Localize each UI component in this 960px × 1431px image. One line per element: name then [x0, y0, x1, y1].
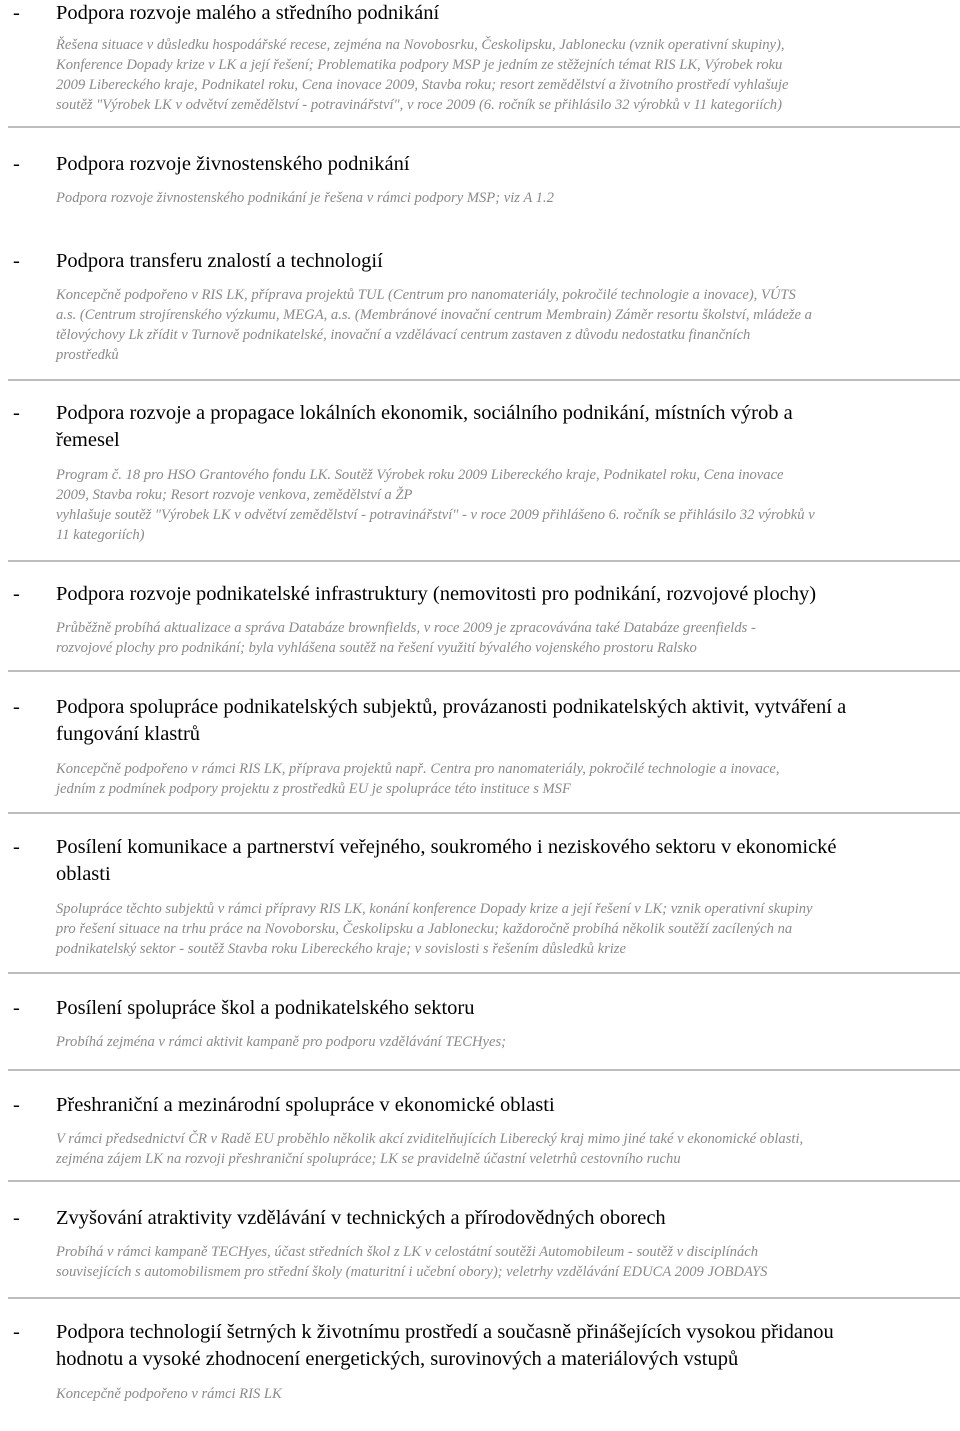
- heading-text: Podpora rozvoje a propagace lokálních ekonomik, sociálního podnikání, místních výrob a řemesel: [56, 402, 793, 451]
- section-description: Řešena situace v důsledku hospodářské recese, zejména na Novobosrku, Českolipsku, Jablonecku (vznik operativní skupiny), Konference Dopady krize v LK a její řešení; Problematika podpory MSP je jedním ze stěžejních témat RIS LK, Výrobek roku 2009 Libereckého kraje, Podnikatel roku, Cena inovace 2009, Stavba roku; resort zemědělství a životního prostředí vyhlašuje soutěž "Výrobek LK v odvětví zemědělství - potravinářství", v roce 2009 (6. ročník se přihlásilo 32 výrobků v 11 kategoriích): [56, 37, 789, 113]
- section-heading: [0, 694, 960, 748]
- section-heading: [0, 834, 960, 888]
- section-skoly: [0, 995, 960, 1052]
- heading-text: Podpora spolupráce podnikatelských subjektů, provázanosti podnikatelských aktivit, vytváření a fungování klastrů: [56, 696, 847, 745]
- section-divider: [8, 1180, 960, 1182]
- bullet-dash: -: [13, 836, 20, 858]
- section-description: Koncepčně podpořeno v RIS LK, příprava projektů TUL (Centrum pro nanomateriály, pokročilé technologie a inovace), VÚTS a.s. (Centrum strojírenského výzkumu, MEGA, a.s. (Membránové inovační centrum Membrain) Záměr resortu školství, mládeže a tělovýchovy Lk zřídit v Turnově podnikatelské, inovační a vzdělávací centrum zastaven z důvodu nedostatku finančních prostředků: [56, 287, 812, 363]
- bullet-dash: -: [13, 1321, 20, 1343]
- section-heading: [0, 1319, 960, 1373]
- heading-text: Podpora rozvoje živnostenského podnikání: [56, 153, 410, 175]
- section-heading: [0, 581, 960, 608]
- bullet-dash: -: [13, 696, 20, 718]
- section-description: Koncepčně podpořeno v rámci RIS LK, příprava projektů např. Centra pro nanomateriály, pokročilé technologie a inovace, jedním z podmínek podpory projektu z prostředků EU je spolupráce této instituce s MSF: [56, 761, 780, 797]
- heading-text: Přeshraniční a mezinárodní spolupráce v ekonomické oblasti: [56, 1094, 555, 1116]
- section-klastry: [0, 694, 960, 799]
- section-description: Spolupráce těchto subjektů v rámci přípravy RIS LK, konání konference Dopady krize a její řešení v LK; vznik operativní skupiny pro řešení situace na trhu práce na Novoborsku, Českolipsku a Jablonecku; každoročně probíhá několik soutěží zacílených na podnikatelský sektor - soutěž Stavba roku Libereckého kraje; v sovislosti s řešením důsledků krize: [56, 901, 813, 957]
- section-divider: [8, 379, 960, 381]
- bullet-dash: -: [13, 153, 20, 175]
- section-heading: [0, 1205, 960, 1232]
- section-description: Koncepčně podpořeno v rámci RIS LK: [56, 1386, 282, 1402]
- section-infrastruktura: [0, 581, 960, 658]
- heading-text: Posílení spolupráce škol a podnikatelského sektoru: [56, 997, 475, 1019]
- heading-text: Podpora transferu znalostí a technologií: [56, 250, 383, 272]
- section-divider: [8, 670, 960, 672]
- section-divider: [8, 972, 960, 974]
- bullet-dash: -: [13, 402, 20, 424]
- bullet-dash: -: [13, 2, 20, 24]
- heading-text: Posílení komunikace a partnerství veřejného, soukromého i neziskového sektoru v ekonomické oblasti: [56, 836, 837, 885]
- section-divider: [8, 1297, 960, 1299]
- heading-text: Podpora rozvoje podnikatelské infrastruktury (nemovitosti pro podnikání, rozvojové plochy): [56, 583, 817, 605]
- bullet-dash: -: [13, 583, 20, 605]
- heading-text: Podpora technologií šetrných k životnímu prostředí a současně přinášejících vysokou přidanou hodnotu a vysoké zhodnocení energetických, surovinových a materiálových vstupů: [56, 1321, 834, 1370]
- bullet-dash: -: [13, 1207, 20, 1229]
- section-lokalni-ekonomiky: [0, 400, 960, 545]
- heading-text: Zvyšování atraktivity vzdělávání v technických a přírodovědných oborech: [56, 1207, 666, 1229]
- section-divider: [8, 1069, 960, 1071]
- section-msp: [0, 0, 960, 115]
- section-description: Podpora rozvoje živnostenského podnikání je řešena v rámci podpory MSP; viz A 1.2: [56, 190, 554, 206]
- section-transfer: [0, 248, 960, 365]
- section-setrne-technologie: [0, 1319, 960, 1404]
- section-description: V rámci předsednictví ČR v Radě EU proběhlo několik akcí zviditelňujících Liberecký kraj mimo jiné také v ekonomické oblasti, zejména zájem LK na rozvoji přeshraniční spolupráce; LK se pravidelně účastní veletrhů cestovního ruchu: [56, 1131, 804, 1167]
- section-heading: [0, 151, 960, 178]
- bullet-dash: -: [13, 997, 20, 1019]
- section-heading: [0, 400, 960, 454]
- section-description: Probíhá v rámci kampaně TECHyes, účast středních škol z LK v celostátní soutěži Automobileum - soutěž v disciplínách souvisejících s automobilismem pro střední školy (maturitní i učební obory); veletrhy vzdělávání EDUCA 2009 JOBDAYS: [56, 1244, 768, 1280]
- section-description: Průběžně probíhá aktualizace a správa Databáze brownfields, v roce 2009 je zpracovávána také Databáze greenfields - rozvojové plochy pro podnikání; byla vyhlášena soutěž na řešení využití bývalého vojenského prostoru Ralsko: [56, 620, 756, 656]
- section-description: Program č. 18 pro HSO Grantového fondu LK. Soutěž Výrobek roku 2009 Libereckého kraje, Podnikatel roku, Cena inovace 2009, Stavba roku; Resort rozvoje venkova, zemědělství a ŽP vyhlašuje soutěž "Výrobek LK v odvětví zemědělství - potravinářství" - v roce 2009 přihlášeno 6. ročník se přihlásilo 32 výrobků v 11 kategoriích): [56, 467, 815, 543]
- section-preshranicni: [0, 1092, 960, 1169]
- section-vzdelavani: [0, 1205, 960, 1282]
- section-heading: [0, 1092, 960, 1119]
- section-partnerstvi: [0, 834, 960, 959]
- section-divider: [8, 126, 960, 128]
- section-divider: [8, 560, 960, 562]
- section-divider: [8, 812, 960, 814]
- section-heading: [0, 0, 960, 27]
- section-heading: [0, 995, 960, 1022]
- section-description: Probíhá zejména v rámci aktivit kampaně pro podporu vzdělávání TECHyes;: [56, 1034, 507, 1050]
- section-zivnost: [0, 151, 960, 208]
- bullet-dash: -: [13, 1094, 20, 1116]
- bullet-dash: -: [13, 250, 20, 272]
- section-heading: [0, 248, 960, 275]
- heading-text: Podpora rozvoje malého a středního podnikání: [56, 2, 440, 24]
